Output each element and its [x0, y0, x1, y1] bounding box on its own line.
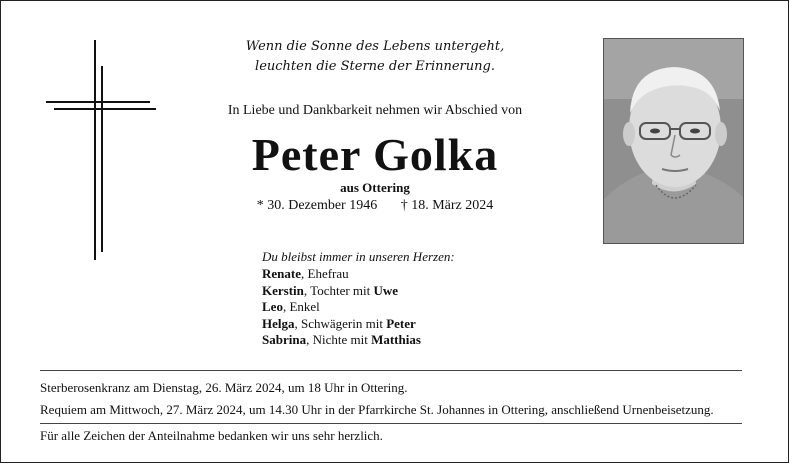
- mourner-name: Leo: [262, 299, 283, 314]
- portrait-photo: [603, 38, 744, 244]
- mourner-item: [262, 266, 421, 283]
- intro-text: In Liebe und Dankbarkeit nehmen wir Abschied von: [227, 103, 523, 118]
- mourner-name: Helga: [262, 315, 295, 331]
- mourner-partner: Matthias: [371, 332, 421, 347]
- mourner-item: [262, 299, 421, 316]
- mourner-name: Kerstin: [262, 282, 304, 298]
- death-date: † 18. März 2024: [400, 198, 494, 213]
- mourner-item: [262, 332, 421, 349]
- birth-date: * 30. Dezember 1946: [256, 198, 378, 213]
- mourner-item: [262, 283, 421, 300]
- motto-line-1: Wenn die Sonne des Lebens untergeht,: [245, 39, 505, 54]
- deceased-name: Peter Golka: [251, 129, 499, 180]
- mourners-list: [262, 266, 421, 349]
- divider-top: [40, 370, 742, 371]
- mourner-relation: , Schwägerin mit: [294, 315, 387, 331]
- mourner-partner: Peter: [386, 315, 416, 331]
- cross-icon: [40, 40, 160, 260]
- heart-line: Du bleibst immer in unseren Herzen:: [262, 249, 455, 264]
- mourner-relation: , Enkel: [282, 299, 320, 314]
- rosary-notice: Sterberosenkranz am Dienstag, 26. März 2024, um 18 Uhr in Ottering.: [40, 380, 408, 395]
- mourner-name: Renate: [262, 266, 301, 281]
- mourner-relation: , Nichte mit: [306, 332, 372, 347]
- portrait-illustration: [604, 39, 743, 243]
- mourner-relation: , Tochter mit: [303, 282, 374, 298]
- requiem-notice: Requiem am Mittwoch, 27. März 2024, um 14.30 Uhr in der Pfarrkirche St. Johannes in Ottering, anschließend Urnenbeisetzung.: [40, 402, 714, 417]
- mourner-relation: , Ehefrau: [301, 266, 349, 281]
- deceased-origin: aus Ottering: [340, 180, 410, 195]
- divider-bottom: [40, 423, 742, 424]
- motto-line-2: leuchten die Sterne der Erinnerung.: [255, 59, 495, 74]
- life-dates: [200, 198, 550, 214]
- mourner-item: [262, 316, 421, 333]
- thanks-notice: Für alle Zeichen der Anteilnahme bedanken wir uns sehr herzlich.: [40, 428, 383, 443]
- mourner-partner: Uwe: [373, 282, 399, 298]
- mourner-name: Sabrina: [262, 332, 307, 347]
